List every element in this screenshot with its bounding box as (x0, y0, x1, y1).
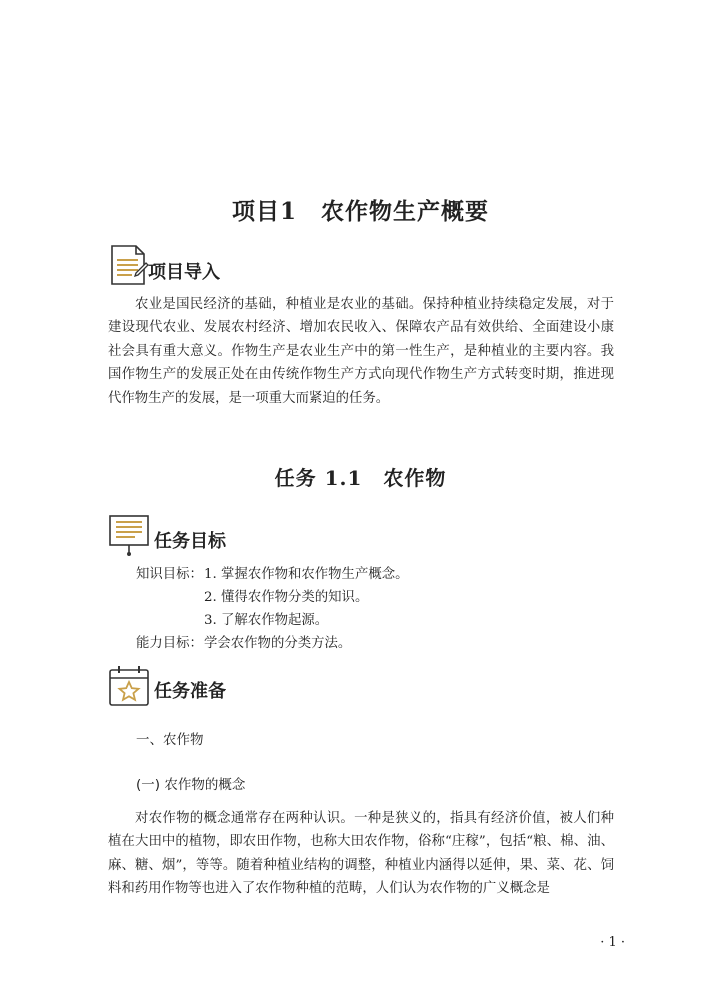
knowledge-item-1: 1. 掌握农作物和农作物生产概念。 (204, 567, 409, 582)
intro-label: 项目导入 (148, 262, 220, 283)
knowledge-item-2: 2. 懂得农作物分类的知识。 (204, 590, 369, 605)
ability-text: 学会农作物的分类方法。 (204, 636, 352, 651)
calendar-star-icon (107, 664, 151, 708)
heading-level2: (一) 农作物的概念 (136, 777, 246, 793)
intro-paragraph: 农业是国民经济的基础，种植业是农业的基础。保持种植业持续稳定发展，对于建设现代农业、发展农村经济、增加农民收入、保障农产品有效供给、全面建设小康社会具有重大意义。作物生产是农业生产中的第一性生产，是种植业的主要内容。我国作物生产的发展正处在由传统作物生产方式向现代作物生产方式转变时期，推进现代作物生产的发展，是一项重大而紧迫的任务。 (108, 297, 614, 406)
knowledge-item-3: 3. 了解农作物起源。 (204, 613, 329, 628)
objectives-label: 任务目标 (154, 531, 226, 552)
page-number: · 1 · (600, 935, 625, 950)
presentation-board-icon (107, 513, 151, 557)
ability-label: 能力目标： (136, 636, 203, 651)
task-title: 任务 1.1 农作物 (274, 466, 447, 490)
page-title: 项目1 农作物生产概要 (231, 198, 489, 225)
preparation-label: 任务准备 (154, 681, 226, 702)
heading-level1: 一、农作物 (136, 732, 204, 748)
document-icon (106, 243, 150, 287)
preparation-paragraph: 对农作物的概念通常存在两种认识。一种是狭义的，指具有经济价值，被人们种植在大田中的植物，即农田作物，也称大田农作物，俗称“庄稼”，包括“粮、棉、油、麻、糖、烟”，等等。随着种植业结构的调整，种植业内涵得以延伸，果、菜、花、饲料和药用作物等也进入了农作物种植的范畴，人们认为农作物的广义概念是 (108, 811, 614, 897)
knowledge-label: 知识目标： (136, 567, 203, 582)
